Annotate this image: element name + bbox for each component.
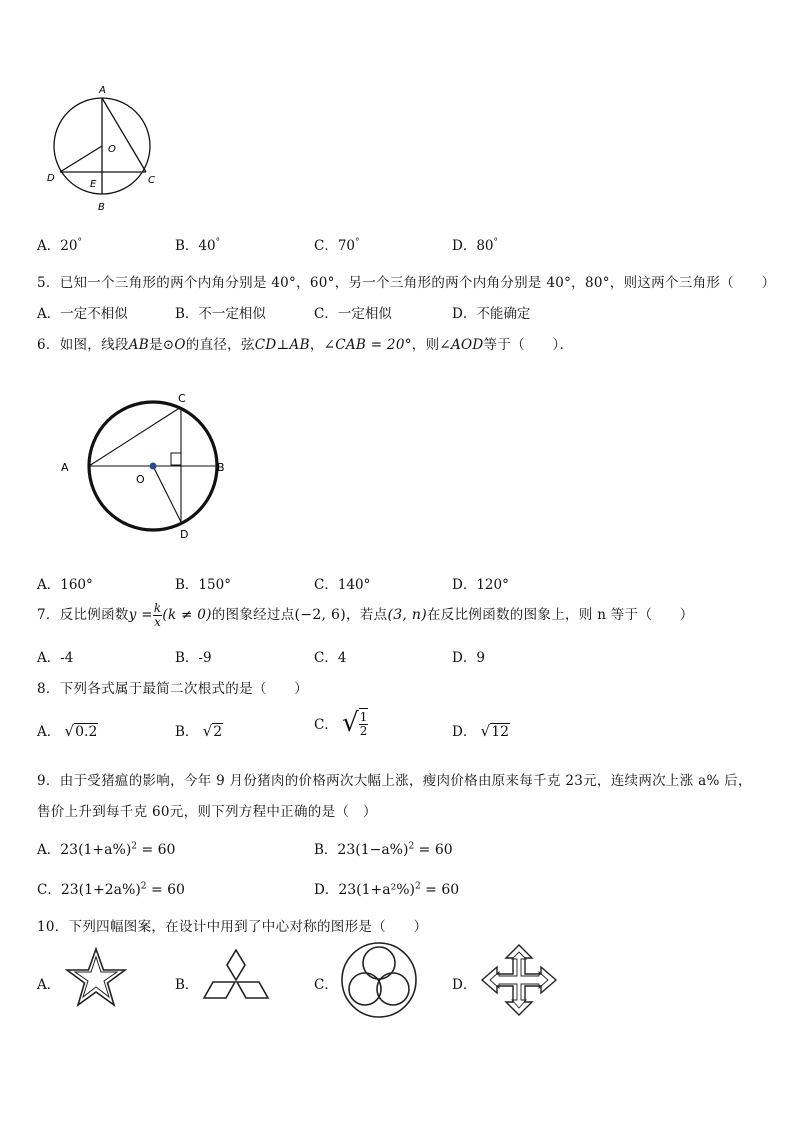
q6-cd-perp-ab: CD⊥AB [254,337,310,353]
q6-label-c: C [178,392,186,405]
q4-option-b[interactable] [175,234,220,254]
q4-label-e: E [90,179,97,190]
q6-stem-mid2: 的直径，弦 [185,337,255,353]
q9-option-d-expr: 23(1+a²%) [338,882,415,898]
q8-option-d-radical: √ [480,722,491,740]
q9-option-a-rhs: = 60 [137,842,176,858]
q8-option-d[interactable] [452,720,510,740]
q6-label-o: O [136,473,145,486]
q4-label-a: A [99,85,106,96]
q6-stem-mid1: 是⊙ [148,337,175,353]
three-circles-icon[interactable] [338,940,420,1020]
q6-ab: AB [128,337,149,353]
q8-option-b-radical: √ [202,722,213,740]
q6-stem [37,333,573,353]
q9-option-a[interactable] [37,838,175,858]
q4-option-b-value: 40 [198,238,216,254]
q10-option-a-letter[interactable]: A． [37,977,61,993]
q8-option-c-letter: C． [314,717,338,733]
q5-option-d[interactable]: D．不能确定 [452,306,531,322]
q4-option-a-degree: ° [77,237,82,248]
q8-option-c-num: 1 [359,710,368,724]
q6-option-d[interactable]: D．120° [452,577,509,593]
q6-label-b: B [217,461,225,474]
q10-option-c-letter[interactable]: C． [314,977,338,993]
q8-option-c-fraction [359,708,369,738]
q6-option-c[interactable]: C．140° [314,577,371,593]
q9-option-c[interactable] [37,878,185,898]
q7-option-b[interactable]: B．-9 [175,650,212,666]
q4-circle-figure [40,80,170,215]
q8-option-c-den: 2 [359,724,368,738]
q8-option-a[interactable] [37,720,98,740]
q8-option-a-letter: A． [37,724,61,740]
q8-option-b-radicand: 2 [213,724,223,740]
q7-frac-num: k [153,601,162,615]
q4-option-c-value: 70 [337,238,356,254]
q9-option-c-rhs: = 60 [146,882,185,898]
q8-option-a-radicand: 0.2 [75,724,98,740]
q6-stem-mid4: ，则 [411,337,440,353]
star-pattern-icon[interactable] [62,945,130,1013]
q5-option-a[interactable]: A．一定不相似 [37,306,128,322]
q10-option-b-letter[interactable]: B． [175,977,199,993]
q5-stem: 5．已知一个三角形的两个内角分别是 40°，60°，另一个三角形的两个内角分别是 40°，80°，则这两个三角形（ ） [37,275,776,291]
q7-stem-mid1: 的图象经过点 [211,607,295,623]
q7-option-c[interactable]: C．4 [314,650,347,666]
q7-option-a[interactable]: A．-4 [37,650,74,666]
q7-stem-pre: 7．反比例函数 [37,607,129,623]
q6-o: O [174,337,186,353]
q10-option-d-letter[interactable]: D． [452,977,477,993]
q4-option-d-letter: D． [452,238,477,254]
q7-fraction [153,602,163,629]
q6-label-d: D [180,528,189,541]
q6-label-a: A [61,461,69,474]
q7-frac-den: x [154,615,162,629]
q6-angle-aod: ∠AOD [439,337,484,353]
q4-option-a-value: 20 [60,238,78,254]
q9-option-d-rhs: = 60 [420,882,460,898]
q6-stem-post: 等于（ ）． [483,337,574,353]
q7-condition: (k ≠ 0) [162,607,212,623]
q6-stem-mid3: ， [309,337,324,353]
q4-option-d[interactable] [452,234,498,254]
q9-option-c-letter: C． [37,882,61,898]
q9-option-d-letter: D． [314,882,339,898]
q8-option-c-radical: √ [342,708,359,738]
q4-option-d-degree: ° [493,237,499,248]
q9-option-b-letter: B． [314,842,338,858]
q9-option-b[interactable] [314,838,453,858]
q9-line2: 售价上升到每千克 60元，则下列方程中正确的是（ ） [37,804,377,820]
q4-label-c: C [148,175,155,186]
q9-option-b-exp: 2 [408,841,415,852]
q7-stem-post: 在反比例函数的图象上，则 n 等于（ ） [427,607,694,623]
q9-line1: 9．由于受猪瘟的影响，今年 9 月份猪肉的价格两次大幅上涨，瘦肉价格由原来每千克 23元，连续两次上涨 a% 后， [37,773,752,789]
q4-label-b: B [98,202,105,213]
four-arrows-icon[interactable] [478,942,560,1018]
q4-option-c-degree: ° [355,237,360,248]
q7-func-lhs: y = [128,607,153,623]
q9-option-d[interactable] [314,878,459,898]
q10-stem: 10．下列四幅图案，在设计中用到了中心对称的图形是（ ） [37,919,428,935]
q7-stem [37,600,694,630]
q7-stem-mid2: ，若点 [346,607,388,623]
q9-option-b-rhs: = 60 [414,842,453,858]
q6-option-a[interactable]: A．160° [37,577,93,593]
q8-option-b-letter: B． [175,724,199,740]
q8-option-d-radicand: 12 [491,724,510,740]
q9-option-a-letter: A． [37,842,61,858]
q4-label-d: D [47,173,55,184]
q6-stem-pre: 6．如图，线段 [37,337,129,353]
q7-option-d[interactable]: D．9 [452,650,485,666]
q4-option-c[interactable] [314,234,360,254]
q9-option-a-expr: 23(1+a%) [60,842,132,858]
q6-option-b[interactable]: B．150° [175,577,231,593]
q9-option-b-expr: 23(1−a%) [337,842,409,858]
q9-option-c-expr: 23(1+2a%) [60,882,141,898]
q4-option-b-letter: B． [175,238,199,254]
three-diamonds-icon[interactable] [200,945,272,1013]
q7-point2: (3, n) [387,607,427,623]
q4-label-o: O [108,144,116,155]
q4-option-c-letter: C． [314,238,338,254]
q6-angle-cab: ∠CAB = 20° [323,337,412,353]
q9-option-a-exp: 2 [131,841,138,852]
q8-option-b[interactable] [175,720,223,740]
q7-point1: (−2, 6) [294,607,347,623]
q4-option-a-letter: A． [37,238,61,254]
q4-option-b-degree: ° [215,237,221,248]
q9-option-d-exp: 2 [414,881,421,892]
q5-option-c[interactable]: C．一定相似 [314,306,392,322]
q4-option-d-value: 80 [476,238,494,254]
q8-option-d-letter: D． [452,724,477,740]
q8-option-c[interactable] [314,708,368,738]
q4-option-a[interactable] [37,234,82,254]
q5-option-b[interactable]: B．不一定相似 [175,306,266,322]
q8-option-a-radical: √ [64,722,75,740]
q8-stem: 8．下列各式属于最简二次根式的是（ ） [37,681,309,697]
q9-option-c-exp: 2 [140,881,147,892]
q6-circle-figure [55,388,240,548]
q6-center-point [150,463,157,470]
